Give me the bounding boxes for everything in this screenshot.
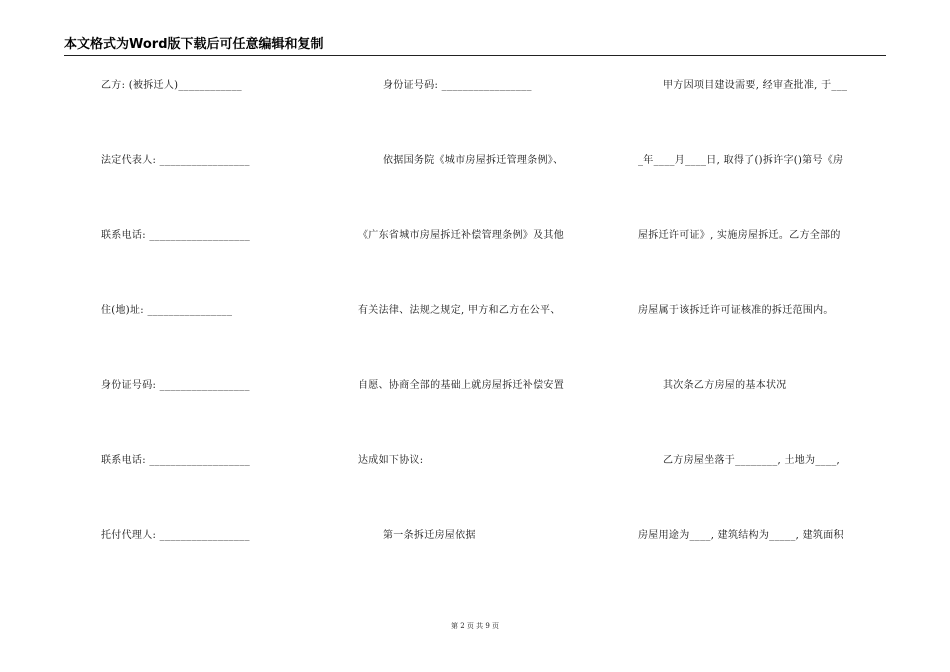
text-line: 住(地)址: ________________ [101,305,233,316]
text-line: 自愿、协商全部的基础上就房屋拆迁补偿安置 [358,380,564,391]
text-line: _年____月____日, 取得了()拆许字()第号《房 [638,155,844,166]
text-line: 甲方因项目建设需要, 经审查批准, 于___ [663,80,848,91]
page-number: 第 2 页 共 9 页 [450,622,500,630]
text-line: 乙方房屋坐落于________, 土地为____, [663,455,841,466]
text-line: 身份证号码: _________________ [101,380,250,391]
text-line: 房屋属于该拆迁许可证核准的拆迁范围内。 [638,305,834,316]
text-line: 第一条拆迁房屋依据 [383,530,476,541]
page-header: 本文格式为Word版下载后可任意编辑和复制 [64,37,886,56]
text-line: 屋拆迁许可证》, 实施房屋拆迁。乙方全部的 [638,230,841,241]
text-line: 《广东省城市房屋拆迁补偿管理条例》及其他 [358,230,564,241]
text-line: 其次条乙方房屋的基本状况 [663,380,787,391]
text-line: 联系电话: ___________________ [101,455,251,466]
text-line: 法定代表人: _________________ [101,155,250,166]
text-line: 房屋用途为____, 建筑结构为_____, 建筑面积 [638,530,844,541]
text-line: 身份证号码: _________________ [383,80,532,91]
text-line: 依据国务院《城市房屋拆迁管理条例》、 [383,155,564,166]
text-line: 有关法律、法规之规定, 甲方和乙方在公平、 [358,305,561,316]
text-line: 达成如下协议: [358,455,424,466]
text-line: 联系电话: ___________________ [101,230,251,241]
text-line: 乙方: (被拆迁人)____________ [101,80,242,91]
text-line: 托付代理人: _________________ [101,530,250,541]
